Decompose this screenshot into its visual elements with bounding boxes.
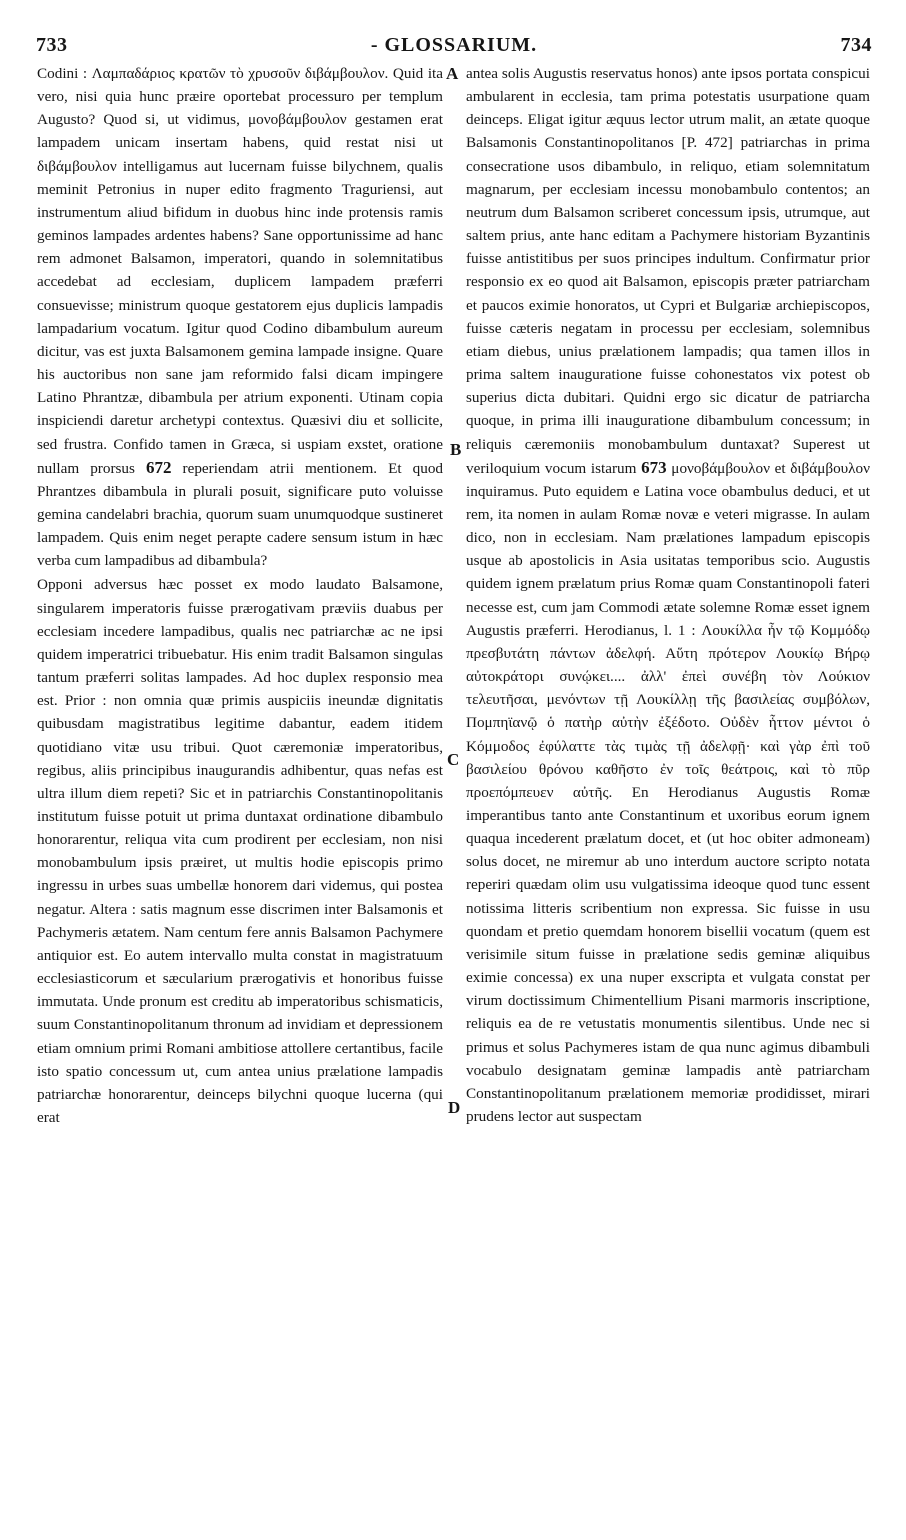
- right-column: [466, 62, 870, 1128]
- section-marker-c: C: [447, 750, 460, 769]
- left-column: [37, 62, 443, 1129]
- column-reference-672: 672: [145, 457, 172, 477]
- right-page-number: 734: [840, 34, 872, 56]
- section-marker-a: A: [446, 64, 459, 83]
- section-marker-b: B: [450, 440, 462, 459]
- left-paragraph-1: [37, 62, 443, 572]
- left-paragraph-1-tail: reperiendam atrii mentionem. Et quod Phrantzes dibambula in plurali posuit, significare puto voluisse gemina candelabri brachia, quorum suam unumquodque sustineret lampadem. Quis enim neget perapte cadere sensum istum in hæc verba cum lampadibus ad dibambula?: [37, 459, 444, 570]
- left-paragraph-2: Opponi adversus hæc posset ex modo laudato Balsamone, singularem imperatoris fuisse prærogativam præviis duabus per ecclesiam incedere lampadibus, qualis nec patriarchæ ac ne ipsi quidem imperatrici tribuebatur. His enim tradit Balsamon singulas tantum præferri solitas lampades. Ad hoc duplex responsio mea est. Prior : non omnia quæ primis auspiciis ineundæ dignitatis quibusdam magistratibus legitime dabantur, eadem itidem quotidiano vitæ usu tribui. Quot cæremoniæ imperatoribus, regibus, aliis principibus inaugurandis adhibentur, quas nefas est ultra illum diem repeti? Sic et in patriarchis Constantinopolitanis institutum fuisse potuit ut prima duntaxat ordinatione dibambulo honorarentur, reliqua vita cum prodirent per ecclesiam, non nisi monobambulum ipsis præiret, ut multis hodie episcopis primo ingressu in urbes suas umbellæ honorem dari videmus, qui postea negatur. Altera : satis magnum esse discrimen inter Balsamonis et Pachymeris ætatem. Nam centum fere annis Balsamon Pachymere antiquior est. Eo autem intervallo multa constat in magistratuum ecclesiasticorum et sæcularium prærogativis et honoribus fuisse immutata. Unde pronum est creditu ab imperatoribus schismaticis, suum Constantinopolitanum thronum ad invidiam et depressionem etiam omnium primi Romani ambitiose attollere certantibus, facile isto spatio concessum ut, cum antea unius prælatione lampadis patriarchæ honorarentur, deinceps bilychni quoque lucerna (qui erat: [37, 576, 443, 1127]
- running-title: - GLOSSARIUM.: [370, 34, 538, 56]
- section-marker-d: D: [448, 1098, 461, 1117]
- right-paragraph-1-text: antea solis Augustis reservatus honos) ante ipsos portata conspicui ambularent in ecclesia, tam prima potestatis usurpatione quam deinceps. Eligat igitur æquus lector utrum malit, an ætate quoque Balsamonis Constantinopolitanos [P. 472] patriarchas in prima consecratione usos dibambulo, in reliquo, etiam solemnitatum magnarum, per ecclesiam incessu monobambulo contentos; an neutrum dum Balsamon scriberet concessum ipsis, utrumque, aut saltem prius, ante hanc editam a Pachymere historiam Byzantinis fuisse antistitibus per suos principes indultum. Confirmatur prior responsio ex eo quod ait Balsamon, episcopis præter patriarcham et paucos eximie honoratos, ut Cypri et Bulgariæ archiepiscopos, fuisse cæteris negatam in processu per ecclesiam, solemnibus etiam diebus, unius prælationem lampadis; qua tamen illos in prima saltem inauguratione fuisse cohonestatos vix potest ob superius dicta dubitari. Quidni ergo sic dicatur de patriarcha quoque, in prima illi inauguratione dibambulum concessum; in reliquis cæremoniis monobambulum duntaxat? Superest ut veriloquium vocum istarum: [466, 65, 870, 477]
- right-paragraph-1: [466, 62, 870, 1128]
- left-paragraph-1-text: Codini : Λαμπαδάριος κρατῶν τὸ χρυσοῦν διβάμβουλον. Quid ita vero, nisi quia hunc præire oportebat processuro per templum Augusto? Quod si, ut vidimus, μονοβάμβουλον gestamen erat lampadem unicam insertam habens, quid restat nisi ut διβάμβουλον intelligamus aut lucernam fuisse bilychnem, qualis meminit Petronius in nuper edito fragmento Traguriensi, aut instrumentum aliud bifidum in duobus hinc inde protensis ramis geminos lampades ardentes habens? Sane opportunissime ad hanc rem admonet Balsamon, imperatori, quando in solemnitatibus accedebat ad ecclesiam, duplicem lampadem præferri consuevisse; ministrum quoque gestatorem ejus duplicis lampadis lampadarium vocatum. Igitur quod Codino dibambulum aureum dicitur, vas est juxta Balsamonem gemina lampade insigne. Quare his auctoribus non sane jam reformido falsi dicam impingere Latino Phrantzæ, dibambula per atrium exponenti. Utinam copia inspiciendi daretur archetypi contextus. Quæsivi diu et sollicite, sed frustra. Confido tamen in Græca, si uspiam exstet, oratione nullam prorsus: [37, 65, 443, 477]
- right-paragraph-1-tail: μονοβάμβουλον et διβάμβουλον inquiramus. Puto equidem e Latina voce obambulus deduci, et ut rem, ita nomen in aulam Romæ novæ e veteri migrasse. In aulam dico, non in ecclesiam. Nam prælationes lampadum episcopis usque ab apostolicis in Asia usitatas temporibus scio. Augustis quidem ignem prælatum prius Romæ quam Constantinopoli fateri necesse est, cum jam Commodi ætate solemne Romæ esset ignem Augustis præferri. Herodianus, l. 1 : Λουκίλλα ἦν τῷ Κομμόδῳ πρεσβυτάτη πάντων ἀδελφή. Αὕτη πρότερον Λουκίῳ Βήρῳ αὐτοκράτορι συνῴκει.... ἀλλ' ἐπεὶ συνέβη τὸν Λούκιον τελευτῆσαι, μενόντων τῇ Λουκίλλῃ τῆς βασιλείας συμβόλων, Πομπηϊανῷ ὁ πατὴρ αὐτὴν ἐξέδοτο. Οὐδὲν ἧττον μέντοι ὁ Κόμμοδος ἐφύλαττε τὰς τιμὰς τῇ ἀδελφῇ· καὶ γὰρ ἐπὶ τοῦ βασιλείου θρόνου καθῆστο ἐν τοῖς θεάτροις, καὶ τὸ πῦρ προεπόμπευεν αὐτῆς. En Herodianus Augustis Romæ imperantibus tanto ante Constantinum et uxoribus eorum ignem quaqua incederent prælatum docet, et (ut hoc obiter admoneam) solus docet, ne miremur ab uno interdum auctore scripto notata reperiri quædam olim usu vulgatissima ideoque quod tunc essent notissima litteris scribentium non expressa. Sic fuisse in usu quondam et pretio quemdam honorem bisellii vocatum (quem est verisimile situm fuisse in prælatione sedis geminæ aliquibus eximie concessa) ex una nuper exscripta et vulgata constat per virum doctissimum Chimentellium Pisani marmoris inscriptione, reliquis ea de re vetustatis monumentis silentibus. Unde nec si primus et solus Pachymeres istam de qua nunc agimus dibambuli vocabulo designatam geminæ lampadis antè patriarcham Constantinopolitanum prælationem memoriæ prodidisset, mirari prudens lector aut suspectam: [466, 459, 871, 1126]
- left-page-number: 733: [36, 34, 68, 56]
- column-reference-673: 673: [641, 457, 667, 477]
- running-header: [36, 34, 872, 58]
